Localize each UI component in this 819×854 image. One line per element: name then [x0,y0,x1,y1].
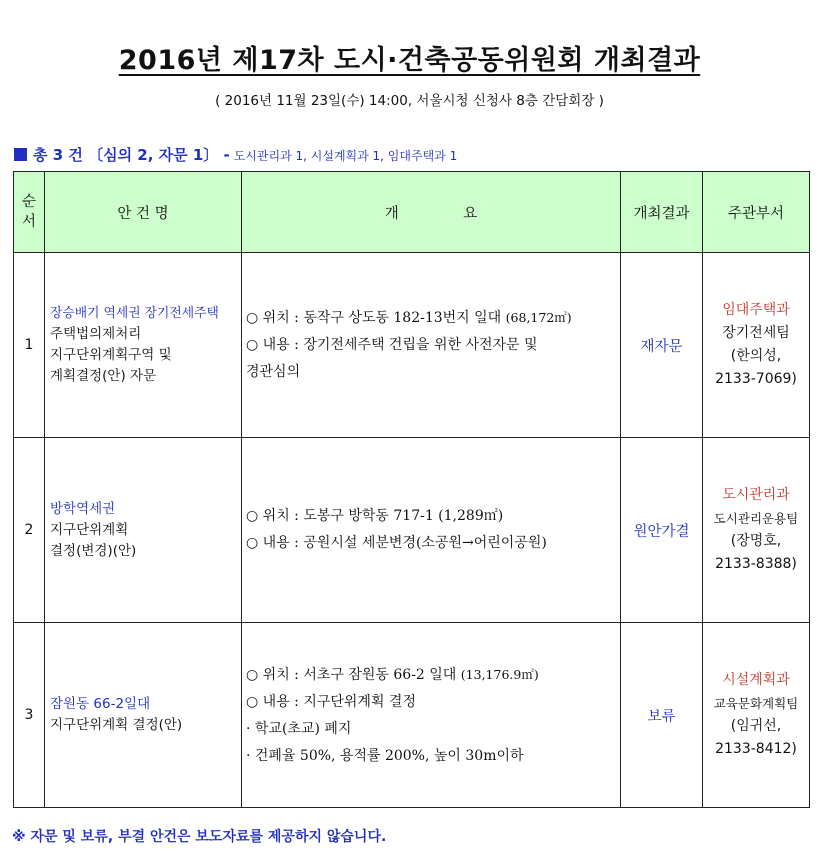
agenda-name-line: 주택법의제처리 [50,326,142,342]
department-team: 교육문화계획팀 [713,696,799,711]
department-office: 시설계획과 [722,672,790,688]
department-contact-name: (임귀선, [730,718,782,734]
summary-location: ○ 위치 : 서초구 잠원동 66-2 일대 (13,176.9㎡) [246,666,539,683]
header-no: 순서 [14,172,45,253]
result-value: 보류 [621,623,703,808]
agenda-summary [242,253,621,438]
department-office: 도시관리과 [722,487,790,503]
summary-detail-item: · 건폐율 50%, 용적률 200%, 높이 30m이하 [246,747,524,764]
summary-detail-item: · 학교(초교) 폐지 [246,720,352,737]
meeting-info: ( 2016년 11월 23일(수) 14:00, 서울시청 신청사 8층 간담회장 ) [215,93,604,109]
header-desc: 개 요 [242,172,621,253]
agenda-name [45,438,242,623]
row-number: 2 [14,438,45,623]
department-phone: 2133-8412) [715,741,797,757]
agenda-name-line: 지구단위계획구역 및 [50,347,172,363]
row-number: 3 [14,623,45,808]
department [703,253,810,438]
summary-location: ○ 위치 : 동작구 상도동 182-13번지 일대 (68,172㎡) [246,310,572,326]
page-title: 2016년 제17차 도시·건축공동위원회 개최결과 [118,45,701,76]
agenda-name-line: 지구단위계획 결정(안) [50,717,183,733]
result-value: 재자문 [621,253,703,438]
summary-count: 총 3 건 〔심의 2, 자문 1〕 - [33,146,230,164]
department-phone: 2133-7069) [715,371,797,387]
row-number: 1 [14,253,45,438]
header-result: 개최결과 [621,172,703,253]
table-row [14,253,810,438]
agenda-name-line: 결정(변경)(안) [50,542,137,559]
square-bullet-icon [14,148,27,161]
agenda-name-line: 계획결정(안) 자문 [50,368,157,384]
summary-content-continued: 경관심의 [246,364,301,380]
results-table [13,171,810,808]
summary-content: ○ 내용 : 장기전세주택 건립을 위한 사전자문 및 [246,337,538,353]
department-phone: 2133-8388) [715,556,797,572]
agenda-name-highlight: 잠원동 66-2일대 [50,696,151,712]
result-value: 원안가결 [621,438,703,623]
table-row [14,623,810,808]
department [703,623,810,808]
department-team: 장기전세팀 [722,325,790,341]
summary-line [14,144,457,165]
footnote: ※ 자문 및 보류, 부결 안건은 보도자료를 제공하지 않습니다. [12,829,387,845]
department-contact-name: (장명호, [730,533,782,549]
agenda-summary [242,438,621,623]
agenda-name-line: 지구단위계획 [50,521,129,538]
summary-location: ○ 위치 : 도봉구 방학동 717-1 (1,289㎡) [246,508,504,524]
header-dept: 주관부서 [703,172,810,253]
department-team: 도시관리운용팀 [713,511,799,526]
agenda-name-highlight: 방학역세권 [50,500,116,517]
agenda-name [45,253,242,438]
agenda-name-highlight: 장승배기 역세권 장기전세주택 [50,306,219,321]
department-contact-name: (한의성, [730,348,782,364]
agenda-summary [242,623,621,808]
table-header-row [14,172,810,253]
table-row [14,438,810,623]
agenda-name [45,623,242,808]
header-name: 안 건 명 [45,172,242,253]
department-office: 임대주택과 [722,302,790,318]
summary-content: ○ 내용 : 공원시설 세분변경(소공원→어린이공원) [246,535,547,551]
summary-departments: 도시관리과 1, 시설계획과 1, 임대주택과 1 [233,149,458,163]
summary-content: ○ 내용 : 지구단위계획 결정 [246,693,416,710]
department [703,438,810,623]
